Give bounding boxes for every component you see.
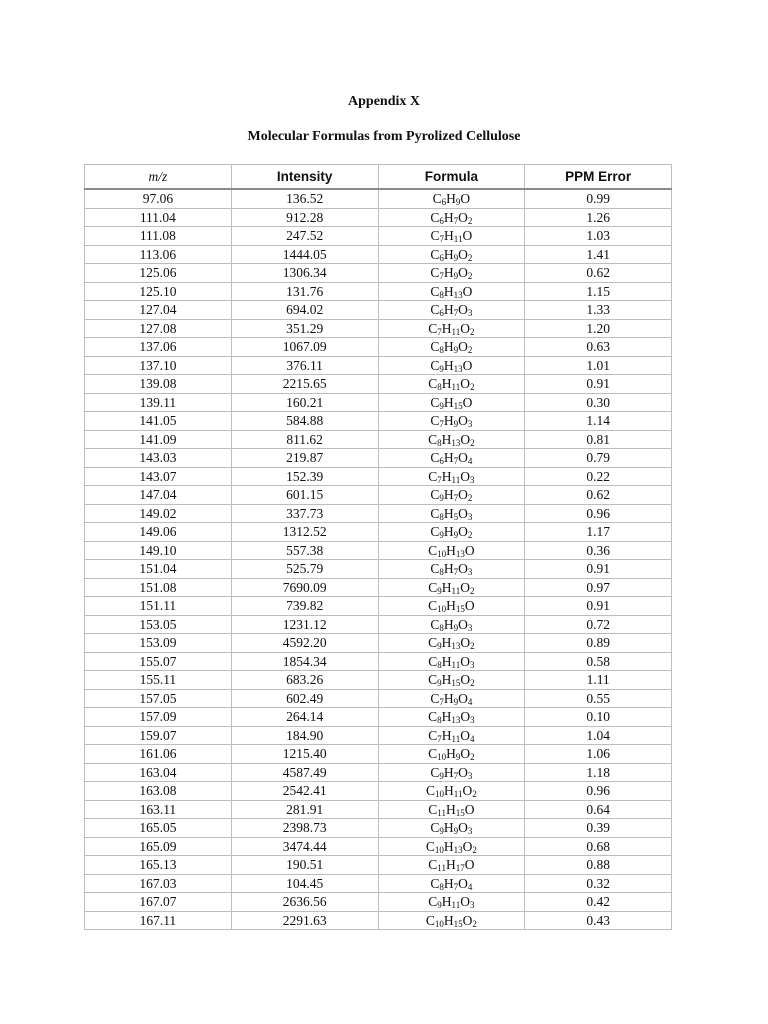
ppm-error-cell: 1.01 [525,356,672,375]
table-row [85,375,672,394]
table-body [85,189,672,930]
formula-cell: $C_9H_9O_2$ [378,523,525,542]
mz-cell: 159.07 [85,726,232,745]
ppm-error-cell: 1.17 [525,523,672,542]
intensity-cell: 3474.44 [231,837,378,856]
mz-cell: 149.10 [85,541,232,560]
ppm-error-cell: 0.99 [525,189,672,208]
mz-cell: 143.07 [85,467,232,486]
mz-cell: 153.05 [85,615,232,634]
table-row [85,911,672,930]
table-row [85,504,672,523]
ppm-error-cell: 0.22 [525,467,672,486]
formula-cell: $C_{10}H_{13}O_2$ [378,837,525,856]
mz-cell: 167.07 [85,893,232,912]
ppm-error-cell: 0.36 [525,541,672,560]
intensity-cell: 160.21 [231,393,378,412]
intensity-cell: 2398.73 [231,819,378,838]
formula-cell: $C_7H_9O_2$ [378,264,525,283]
formula-cell: $C_6H_7O_3$ [378,301,525,320]
intensity-cell: 1854.34 [231,652,378,671]
table-row [85,874,672,893]
intensity-cell: 1312.52 [231,523,378,542]
table-row [85,689,672,708]
formula-cell: $C_9H_9O_3$ [378,819,525,838]
mz-cell: 163.08 [85,782,232,801]
table-row [85,356,672,375]
intensity-cell: 601.15 [231,486,378,505]
table-header-row [85,165,672,190]
table-row [85,615,672,634]
ppm-error-cell: 0.62 [525,486,672,505]
intensity-cell: 104.45 [231,874,378,893]
table-row [85,264,672,283]
formula-cell: $C_8H_7O_3$ [378,560,525,579]
intensity-cell: 351.29 [231,319,378,338]
intensity-cell: 281.91 [231,800,378,819]
intensity-cell: 2215.65 [231,375,378,394]
formula-cell: $C_{10}H_9O_2$ [378,745,525,764]
mz-cell: 155.07 [85,652,232,671]
formula-cell: $C_6H_9O$ [378,189,525,208]
formula-cell: $C_8H_7O_4$ [378,874,525,893]
ppm-error-cell: 0.39 [525,819,672,838]
ppm-error-cell: 0.64 [525,800,672,819]
ppm-error-cell: 1.33 [525,301,672,320]
ppm-error-cell: 0.79 [525,449,672,468]
intensity-cell: 2636.56 [231,893,378,912]
intensity-cell: 184.90 [231,726,378,745]
table-row [85,189,672,208]
table-row [85,597,672,616]
formula-cell: $C_8H_{13}O$ [378,282,525,301]
table-row [85,819,672,838]
intensity-cell: 376.11 [231,356,378,375]
intensity-cell: 1306.34 [231,264,378,283]
mz-cell: 161.06 [85,745,232,764]
intensity-cell: 584.88 [231,412,378,431]
page-title: Molecular Formulas from Pyrolized Cellulose [247,129,521,144]
appendix-label: Appendix X [348,94,420,109]
table-row [85,430,672,449]
formula-cell: $C_8H_9O_2$ [378,338,525,357]
ppm-error-cell: 0.96 [525,782,672,801]
formula-cell: $C_8H_{13}O_3$ [378,708,525,727]
ppm-error-cell: 0.91 [525,375,672,394]
table-row [85,856,672,875]
table-row [85,837,672,856]
intensity-cell: 694.02 [231,301,378,320]
intensity-cell: 525.79 [231,560,378,579]
mz-cell: 163.04 [85,763,232,782]
table-row [85,800,672,819]
intensity-cell: 683.26 [231,671,378,690]
ppm-error-cell: 1.15 [525,282,672,301]
mz-cell: 167.03 [85,874,232,893]
intensity-cell: 190.51 [231,856,378,875]
intensity-cell: 152.39 [231,467,378,486]
intensity-cell: 247.52 [231,227,378,246]
mz-cell: 147.04 [85,486,232,505]
intensity-cell: 739.82 [231,597,378,616]
mz-cell: 157.05 [85,689,232,708]
formula-cell: $C_9H_{11}O_2$ [378,578,525,597]
table-row [85,282,672,301]
table-row [85,486,672,505]
formula-cell: $C_7H_{11}O_2$ [378,319,525,338]
mz-cell: 139.08 [85,375,232,394]
formula-cell: $C_6H_7O_2$ [378,208,525,227]
formula-cell: $C_8H_5O_3$ [378,504,525,523]
ppm-error-cell: 1.26 [525,208,672,227]
table-row [85,467,672,486]
ppm-error-cell: 0.96 [525,504,672,523]
table-row [85,745,672,764]
ppm-error-cell: 0.42 [525,893,672,912]
ppm-error-cell: 0.63 [525,338,672,357]
ppm-error-cell: 1.03 [525,227,672,246]
intensity-cell: 4592.20 [231,634,378,653]
intensity-cell: 2291.63 [231,911,378,930]
table-row [85,412,672,431]
table-row [85,523,672,542]
ppm-error-cell: 0.55 [525,689,672,708]
formula-cell: $C_7H_{11}O_3$ [378,467,525,486]
mz-cell: 113.06 [85,245,232,264]
intensity-cell: 131.76 [231,282,378,301]
mz-cell: 141.09 [85,430,232,449]
ppm-error-cell: 0.58 [525,652,672,671]
mz-cell: 151.11 [85,597,232,616]
formula-cell: $C_7H_9O_3$ [378,412,525,431]
intensity-cell: 1067.09 [231,338,378,357]
formula-cell: $C_7H_9O_4$ [378,689,525,708]
table-row [85,763,672,782]
formula-cell: $C_9H_{15}O$ [378,393,525,412]
header-intensity: Intensity [231,165,378,190]
formula-cell: $C_9H_{15}O_2$ [378,671,525,690]
table-row [85,227,672,246]
formula-cell: $C_8H_9O_3$ [378,615,525,634]
ppm-error-cell: 1.18 [525,763,672,782]
mz-cell: 139.11 [85,393,232,412]
formula-cell: $C_{10}H_{13}O$ [378,541,525,560]
formula-cell: $C_{10}H_{15}O_2$ [378,911,525,930]
intensity-cell: 264.14 [231,708,378,727]
ppm-error-cell: 0.72 [525,615,672,634]
mz-cell: 149.06 [85,523,232,542]
intensity-cell: 602.49 [231,689,378,708]
mz-cell: 111.04 [85,208,232,227]
formula-cell: $C_{11}H_{17}O$ [378,856,525,875]
formula-cell: $C_7H_{11}O$ [378,227,525,246]
mz-cell: 127.08 [85,319,232,338]
mz-cell: 165.09 [85,837,232,856]
formula-cell: $C_9H_7O_2$ [378,486,525,505]
ppm-error-cell: 1.20 [525,319,672,338]
formula-cell: $C_9H_{11}O_3$ [378,893,525,912]
formula-cell: $C_{10}H_{15}O$ [378,597,525,616]
formula-cell: $C_9H_7O_3$ [378,763,525,782]
table-row [85,782,672,801]
ppm-error-cell: 0.81 [525,430,672,449]
formula-table [84,164,672,930]
ppm-error-cell: 0.10 [525,708,672,727]
ppm-error-cell: 0.68 [525,837,672,856]
mz-cell: 111.08 [85,227,232,246]
formula-cell: $C_8H_{11}O_2$ [378,375,525,394]
formula-cell: $C_8H_{11}O_3$ [378,652,525,671]
formula-cell: $C_{10}H_{11}O_2$ [378,782,525,801]
mz-cell: 141.05 [85,412,232,431]
mz-cell: 151.04 [85,560,232,579]
ppm-error-cell: 1.41 [525,245,672,264]
intensity-cell: 219.87 [231,449,378,468]
mz-cell: 165.05 [85,819,232,838]
table-row [85,726,672,745]
ppm-error-cell: 0.32 [525,874,672,893]
ppm-error-cell: 0.88 [525,856,672,875]
ppm-error-cell: 0.62 [525,264,672,283]
intensity-cell: 4587.49 [231,763,378,782]
mz-cell: 163.11 [85,800,232,819]
intensity-cell: 557.38 [231,541,378,560]
mz-cell: 153.09 [85,634,232,653]
mz-cell: 127.04 [85,301,232,320]
formula-cell: $C_{11}H_{15}O$ [378,800,525,819]
table-row [85,449,672,468]
mz-cell: 157.09 [85,708,232,727]
ppm-error-cell: 0.30 [525,393,672,412]
formula-cell: $C_6H_7O_4$ [378,449,525,468]
intensity-cell: 912.28 [231,208,378,227]
mz-cell: 125.06 [85,264,232,283]
mz-cell: 97.06 [85,189,232,208]
intensity-cell: 1231.12 [231,615,378,634]
table-row [85,541,672,560]
mz-cell: 125.10 [85,282,232,301]
ppm-error-cell: 0.91 [525,560,672,579]
header-formula: Formula [378,165,525,190]
mz-cell: 151.08 [85,578,232,597]
intensity-cell: 136.52 [231,189,378,208]
intensity-cell: 337.73 [231,504,378,523]
intensity-cell: 1444.05 [231,245,378,264]
formula-cell: $C_8H_{13}O_2$ [378,430,525,449]
table-row [85,245,672,264]
table-row [85,578,672,597]
ppm-error-cell: 1.11 [525,671,672,690]
ppm-error-cell: 1.04 [525,726,672,745]
table-row [85,208,672,227]
ppm-error-cell: 0.43 [525,911,672,930]
ppm-error-cell: 0.89 [525,634,672,653]
table-row [85,393,672,412]
ppm-error-cell: 1.06 [525,745,672,764]
table-row [85,319,672,338]
mz-cell: 137.06 [85,338,232,357]
formula-cell: $C_7H_{11}O_4$ [378,726,525,745]
intensity-cell: 2542.41 [231,782,378,801]
mz-cell: 155.11 [85,671,232,690]
header-ppm-error: PPM Error [525,165,672,190]
table-row [85,338,672,357]
mz-cell: 137.10 [85,356,232,375]
mz-cell: 149.02 [85,504,232,523]
formula-cell: $C_9H_{13}O$ [378,356,525,375]
mz-cell: 143.03 [85,449,232,468]
mz-cell: 167.11 [85,911,232,930]
table-row [85,652,672,671]
formula-cell: $C_9H_{13}O_2$ [378,634,525,653]
intensity-cell: 811.62 [231,430,378,449]
ppm-error-cell: 0.91 [525,597,672,616]
table-row [85,671,672,690]
table-row [85,708,672,727]
intensity-cell: 7690.09 [231,578,378,597]
formula-cell: $C_6H_9O_2$ [378,245,525,264]
table-row [85,634,672,653]
table-row [85,301,672,320]
ppm-error-cell: 0.97 [525,578,672,597]
intensity-cell: 1215.40 [231,745,378,764]
ppm-error-cell: 1.14 [525,412,672,431]
table-row [85,893,672,912]
mz-cell: 165.13 [85,856,232,875]
header-mz: m/z [85,165,232,190]
table-row [85,560,672,579]
